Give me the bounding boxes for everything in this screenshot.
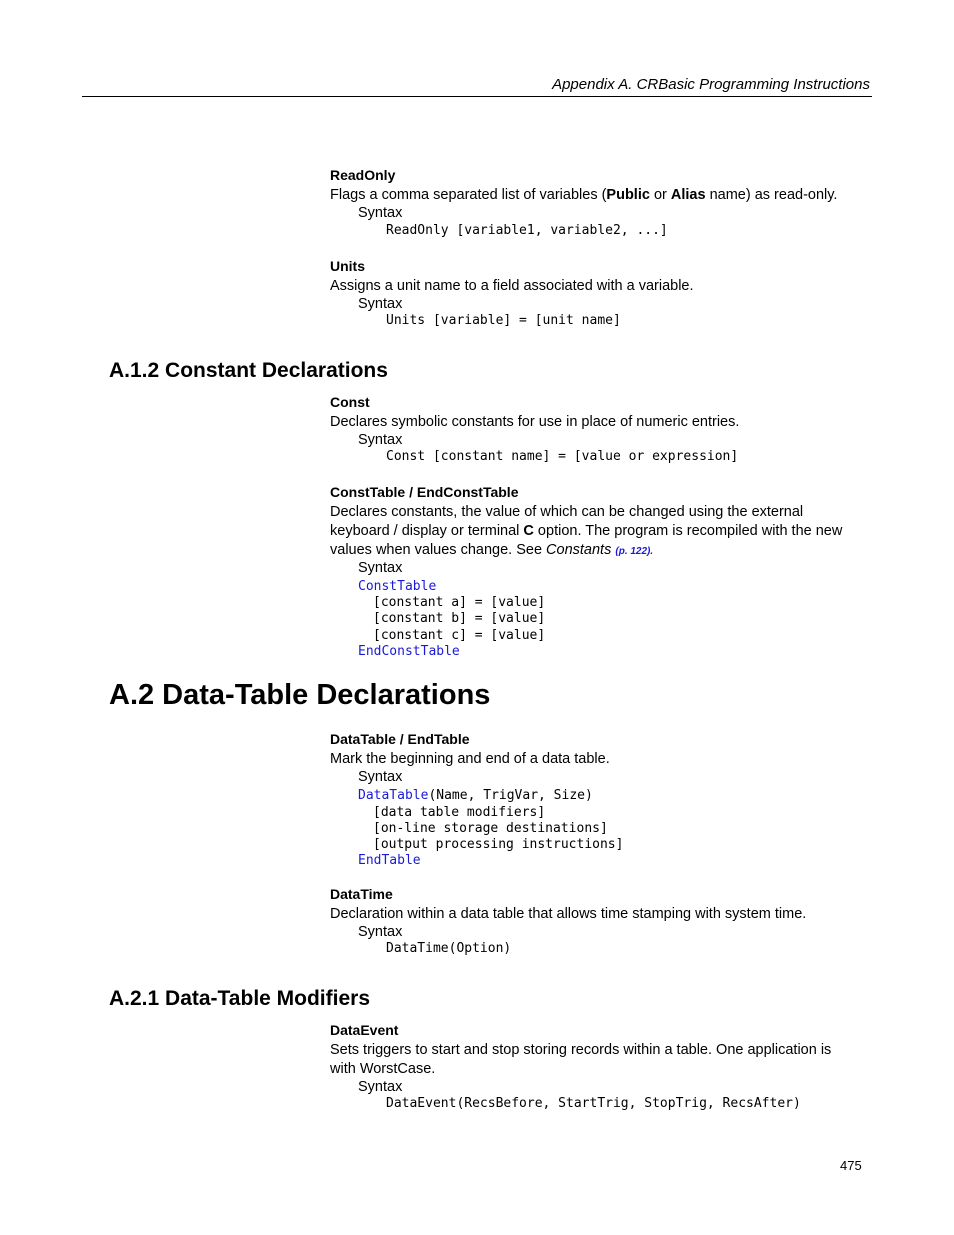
const-title: Const bbox=[330, 394, 370, 410]
readonly-code: ReadOnly [variable1, variable2, ...] bbox=[386, 223, 668, 238]
datatime-syntax-label: Syntax bbox=[358, 924, 403, 940]
const-code: Const [constant name] = [value or expression] bbox=[386, 449, 739, 464]
units-code: Units [variable] = [unit name] bbox=[386, 313, 621, 328]
dataevent-code: DataEvent(RecsBefore, StartTrig, StopTrig, RecsAfter) bbox=[386, 1096, 801, 1111]
datatable-code-line: [on-line storage destinations] bbox=[373, 821, 608, 836]
readonly-syntax-label: Syntax bbox=[358, 205, 403, 221]
consttable-code-line: [constant b] = [value] bbox=[373, 611, 546, 626]
running-header: Appendix A. CRBasic Programming Instructions bbox=[552, 76, 870, 93]
section-heading-a2: A.2 Data-Table Declarations bbox=[109, 679, 491, 711]
units-title: Units bbox=[330, 258, 365, 274]
header-rule bbox=[82, 96, 872, 97]
consttable-syntax-label: Syntax bbox=[358, 560, 403, 576]
datatable-code-first-line: DataTable(Name, TrigVar, Size) bbox=[358, 788, 593, 803]
units-syntax-label: Syntax bbox=[358, 296, 403, 312]
datatable-code-line: [output processing instructions] bbox=[373, 837, 624, 852]
dataevent-syntax-label: Syntax bbox=[358, 1079, 403, 1095]
units-description: Assigns a unit name to a field associated with a variable. bbox=[330, 278, 694, 294]
datatime-description: Declaration within a data table that allows time stamping with system time. bbox=[330, 906, 807, 922]
readonly-description: Flags a comma separated list of variables (Public or Alias name) as read-only. bbox=[330, 187, 838, 203]
dataevent-description: Sets triggers to start and stop storing records within a table. One application is with WorstCase. bbox=[330, 1042, 832, 1077]
datatable-description: Mark the beginning and end of a data table. bbox=[330, 751, 610, 767]
datatable-title: DataTable / EndTable bbox=[330, 731, 470, 747]
consttable-description: Declares constants, the value of which can be changed using the external keyboard / display or terminal C option. The program is recompiled with the new values when values change. See Constants (p. 122). bbox=[330, 504, 843, 558]
const-description: Declares symbolic constants for use in place of numeric entries. bbox=[330, 414, 740, 430]
endconsttable-keyword: EndConstTable bbox=[358, 644, 460, 659]
datatime-code: DataTime(Option) bbox=[386, 941, 512, 956]
section-heading-a21: A.2.1 Data-Table Modifiers bbox=[109, 987, 371, 1010]
constants-page-link[interactable]: (p. 122) bbox=[615, 546, 651, 557]
page-number: 475 bbox=[840, 1158, 862, 1173]
consttable-code-line: [constant c] = [value] bbox=[373, 628, 546, 643]
readonly-title: ReadOnly bbox=[330, 167, 396, 183]
const-syntax-label: Syntax bbox=[358, 432, 403, 448]
consttable-title: ConstTable / EndConstTable bbox=[330, 484, 519, 500]
dataevent-title: DataEvent bbox=[330, 1022, 399, 1038]
consttable-keyword: ConstTable bbox=[358, 579, 437, 594]
endtable-keyword: EndTable bbox=[358, 853, 421, 868]
section-heading-a12: A.1.2 Constant Declarations bbox=[109, 359, 388, 382]
datatable-code-line: [data table modifiers] bbox=[373, 805, 546, 820]
datatime-title: DataTime bbox=[330, 886, 393, 902]
datatable-syntax-label: Syntax bbox=[358, 769, 403, 785]
consttable-code-line: [constant a] = [value] bbox=[373, 595, 546, 610]
